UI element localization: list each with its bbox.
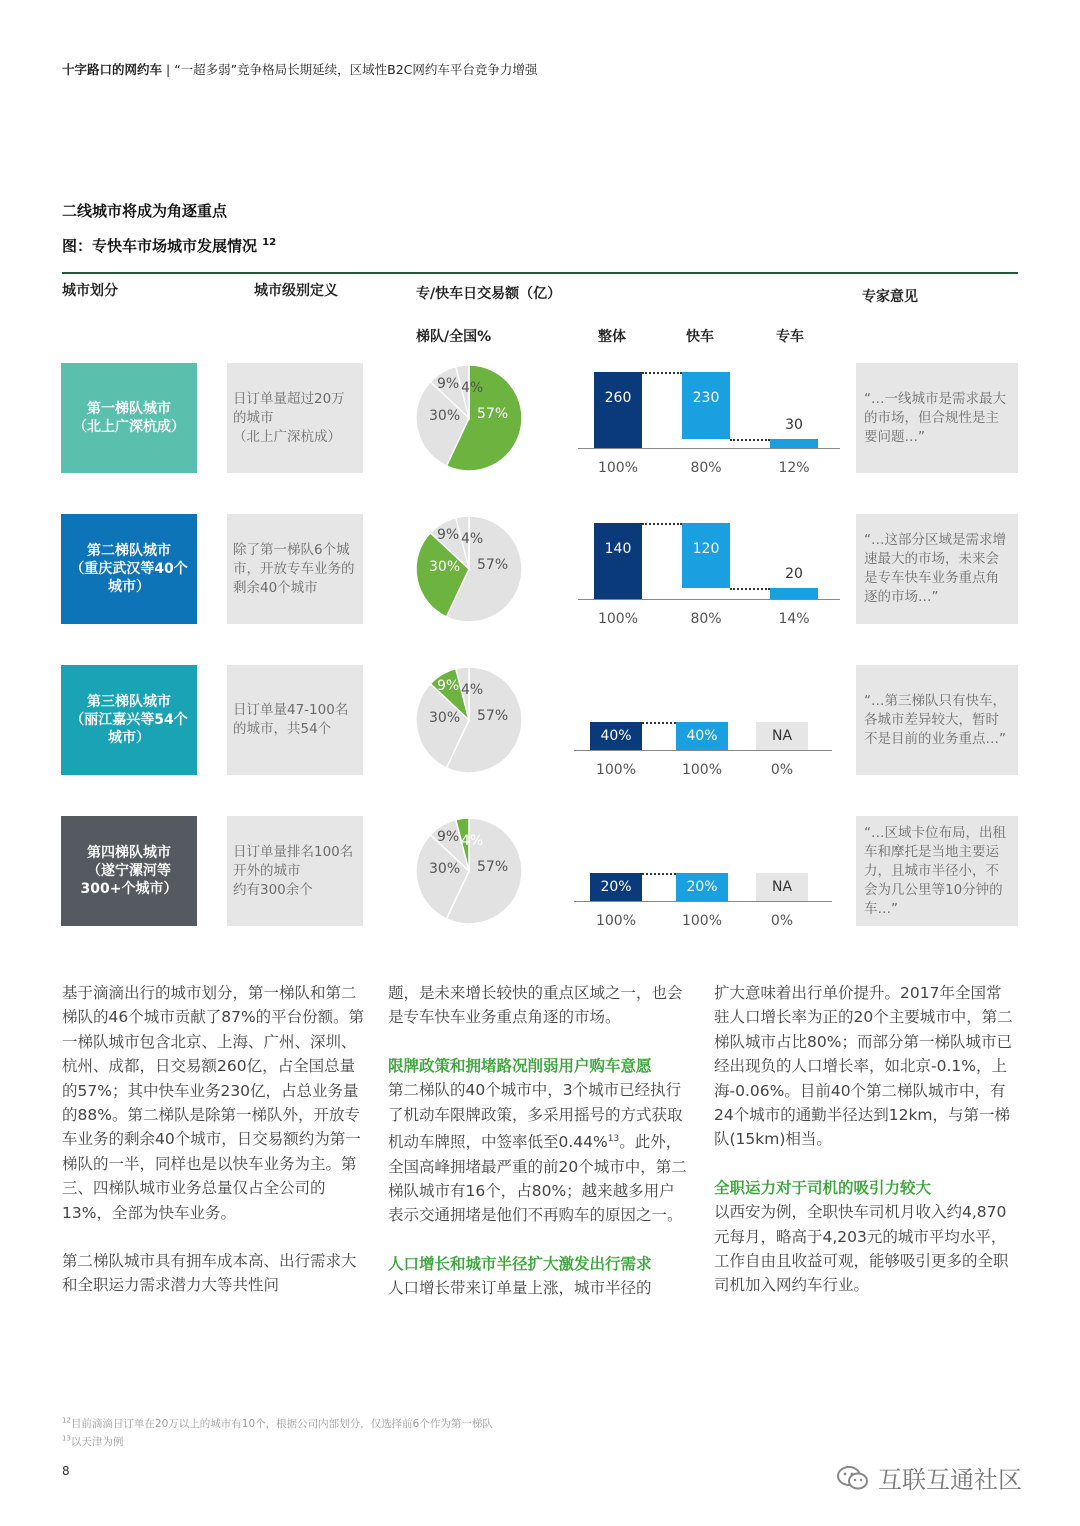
subhead-express: 快车 [686,329,714,345]
body-paragraph: 题，是未来增长较快的重点区域之一，也会是专车快车业务重点角逐的市场。 [388,984,683,1027]
share-percent: 12% [778,460,810,476]
body-text-run: 。此外，全国高峰拥堵最严重的前20个城市中，第二梯队城市有16个，占80%；越来越多用户表示交通拥堵是他们不再购车的原因之一。 [388,1133,687,1225]
body-paragraph: 以西安为例，全职快车司机月收入约4,870元每月，略高于4,203元的城市平均水平，工作自由且收益可观，能够吸引更多的全职司机加入网约车行业。 [714,1203,1009,1295]
figure-top-rule [62,272,1018,274]
bar-baseline [578,599,840,600]
waterfall-connector [730,439,770,441]
pie-label: 30% [429,710,461,726]
bar-value: 20 [785,566,803,583]
share-pie-chart [409,811,529,931]
bar-value: 20% [600,879,632,895]
col-head-volume: 专/快车日交易额（亿） [416,286,562,302]
header-separator: | [166,62,171,77]
tier-label: 第一梯队城市 （北上广深杭成） [61,363,197,473]
bar-value: 20% [686,879,718,895]
subhead-share: 梯队/全国% [416,329,492,345]
footnote-12 [62,1416,493,1431]
pie-label: 30% [429,861,461,877]
tier-definition: 日订单量超过20万的城市 （北上广深杭成） [227,363,363,473]
subheading-population-growth: 人口增长和城市半径扩大激发出行需求 [388,1254,652,1273]
share-percent: 80% [690,611,722,627]
bar-value: 40% [686,728,718,744]
body-column-3 [714,981,1014,1298]
tier-definition: 日订单量排名100名开外的城市 约有300余个 [227,816,363,926]
share-pie-chart [409,509,529,629]
share-percent: 80% [690,460,722,476]
subhead-premium: 专车 [776,329,804,345]
watermark-text: 互联互通社区 [878,1466,1022,1494]
body-paragraph: 第二梯队城市具有拥车成本高、出行需求大和全职运力需求潜力大等共性问 [62,1252,357,1295]
pie-label: 4% [461,682,484,698]
waterfall-connector [642,722,676,724]
tier-label: 第二梯队城市 （重庆武汉等40个城市） [61,514,197,624]
tier-definition: 日订单量47-100名的城市，共54个 [227,665,363,775]
bar-baseline [574,901,832,902]
share-percent: 100% [597,460,639,476]
pie-label: 57% [477,708,509,724]
tier-label: 第三梯队城市 （丽江嘉兴等54个城市） [61,665,197,775]
footnote-12-marker: 12 [62,1416,71,1425]
waterfall-connector [730,588,770,590]
expert-opinion: “…一线城市是需求最大的市场，但合规性是主要问题…” [856,363,1018,473]
bar-value: 40% [600,728,632,744]
expert-opinion: “…第三梯队只有快车，各城市差异较大，暂时不是目前的业务重点…” [856,665,1018,775]
pie-label: 30% [429,559,461,575]
bar-value: 30 [785,417,803,434]
pie-label: 9% [437,678,460,694]
share-percent: 100% [595,762,637,778]
footnote-ref-13: 13 [607,1134,620,1145]
bar-value: 260 [604,390,632,406]
share-pie-chart [409,660,529,780]
waterfall-connector [642,873,676,875]
bar-baseline [574,750,832,751]
share-percent: 14% [778,611,810,627]
share-pie-chart [409,358,529,478]
footnote-13-marker: 13 [62,1434,71,1443]
bar-value: 140 [604,541,632,557]
share-percent: 0% [770,913,794,929]
footnote-13 [62,1434,123,1449]
bar-value: 120 [692,541,720,557]
header-brand: 十字路口的网约车 [62,62,163,77]
body-column-1 [62,981,370,1298]
footnote-13-text: 以天津为例 [70,1436,124,1448]
col-head-expert: 专家意见 [862,289,918,305]
share-percent: 100% [681,913,723,929]
bar-premium [770,588,818,599]
pie-label: 4% [461,833,484,849]
page-number: 8 [62,1464,70,1478]
watermark [836,1460,1022,1495]
section-title: 二线城市将成为角逐重点 [62,202,228,220]
running-header [62,60,537,78]
pie-label: 57% [477,406,509,422]
body-paragraph: 扩大意味着出行单价提升。2017年全国常驻人口增长率为正的20个主要城市中，第二梯队城市占比80%；而部分第一梯队城市已经出现负的人口增长率，如北京-0.1%，上海-0.06%。目前40个第二梯队城市中，有24个城市的通勤半径达到12km，与第一梯队(15km)相当。 [714,984,1013,1149]
expert-opinion: “…区域卡位布局，出租车和摩托是当地主要运力，且城市半径小，不会为几公里等10分钟的车…” [856,816,1018,926]
body-text-run: 第二梯队的40个城市中，3个城市已经执行了机动车限牌政策，多采用摇号的方式获取机动车牌照，中签率低至0.44% [388,1081,683,1152]
bar-premium [770,439,818,448]
tier-label: 第四梯队城市 （遂宁漯河等300+个城市） [61,816,197,926]
waterfall-connector [642,523,682,525]
pie-label: 4% [461,380,484,396]
bar-total [594,372,642,448]
pie-label: 30% [429,408,461,424]
pie-label: 9% [437,527,460,543]
bar-total [594,523,642,599]
waterfall-connector [642,372,682,374]
body-paragraph: 基于滴滴出行的城市划分，第一梯队和第二梯队的46个城市贡献了87%的平台份额。第一梯队城市包含北京、上海、广州、深圳、杭州、成都，日交易额260亿，占全国总量的57%；其中快车业务230亿，占总业务量的88%。第二梯队是除第一梯队外，开放专车业务的剩余40个城市，日交易额约为第一梯队的一半，同样也是以快车业务为主。第三、四梯队城市业务总量仅占全公司的13%，全部为快车业务。 [62,984,365,1222]
subheading-license-policy: 限牌政策和拥堵路况削弱用户购车意愿 [388,1056,652,1075]
subheading-fulltime-drivers: 全职运力对于司机的吸引力较大 [714,1178,932,1197]
body-column-2 [388,981,690,1301]
subhead-total: 整体 [598,329,626,345]
footnote-12-text: 目前滴滴日订单在20万以上的城市有10个，根据公司内部划分，仅选择前6个作为第一梯队 [70,1418,493,1430]
share-percent: 100% [681,762,723,778]
bar-value: 230 [692,390,720,406]
figure-title [62,235,276,256]
share-percent: 100% [595,913,637,929]
pie-label: 4% [461,531,484,547]
share-percent: 0% [770,762,794,778]
tier-definition: 除了第一梯队6个城市，开放专车业务的剩余40个城市 [227,514,363,624]
body-paragraph [388,1078,690,1228]
figure-title-text: 图：专快车市场城市发展情况 [62,237,258,255]
pie-label: 9% [437,829,460,845]
col-head-tier: 城市划分 [62,283,118,299]
pie-label: 57% [477,859,509,875]
figure-title-footnote-ref: 12 [262,237,277,248]
header-subtitle: “一超多弱”竞争格局长期延续，区域性B2C网约车平台竞争力增强 [174,62,538,77]
bar-value: NA [771,879,793,895]
col-head-definition: 城市级别定义 [254,283,338,299]
share-percent: 100% [597,611,639,627]
expert-opinion: “…这部分区域是需求增速最大的市场，未来会是专车快车业务重点角逐的市场…” [856,514,1018,624]
pie-label: 57% [477,557,509,573]
bar-value: NA [771,728,793,744]
wechat-icon [836,1464,870,1492]
pie-label: 9% [437,376,460,392]
bar-baseline [578,448,840,449]
body-paragraph: 人口增长带来订单量上涨，城市半径的 [388,1279,652,1298]
